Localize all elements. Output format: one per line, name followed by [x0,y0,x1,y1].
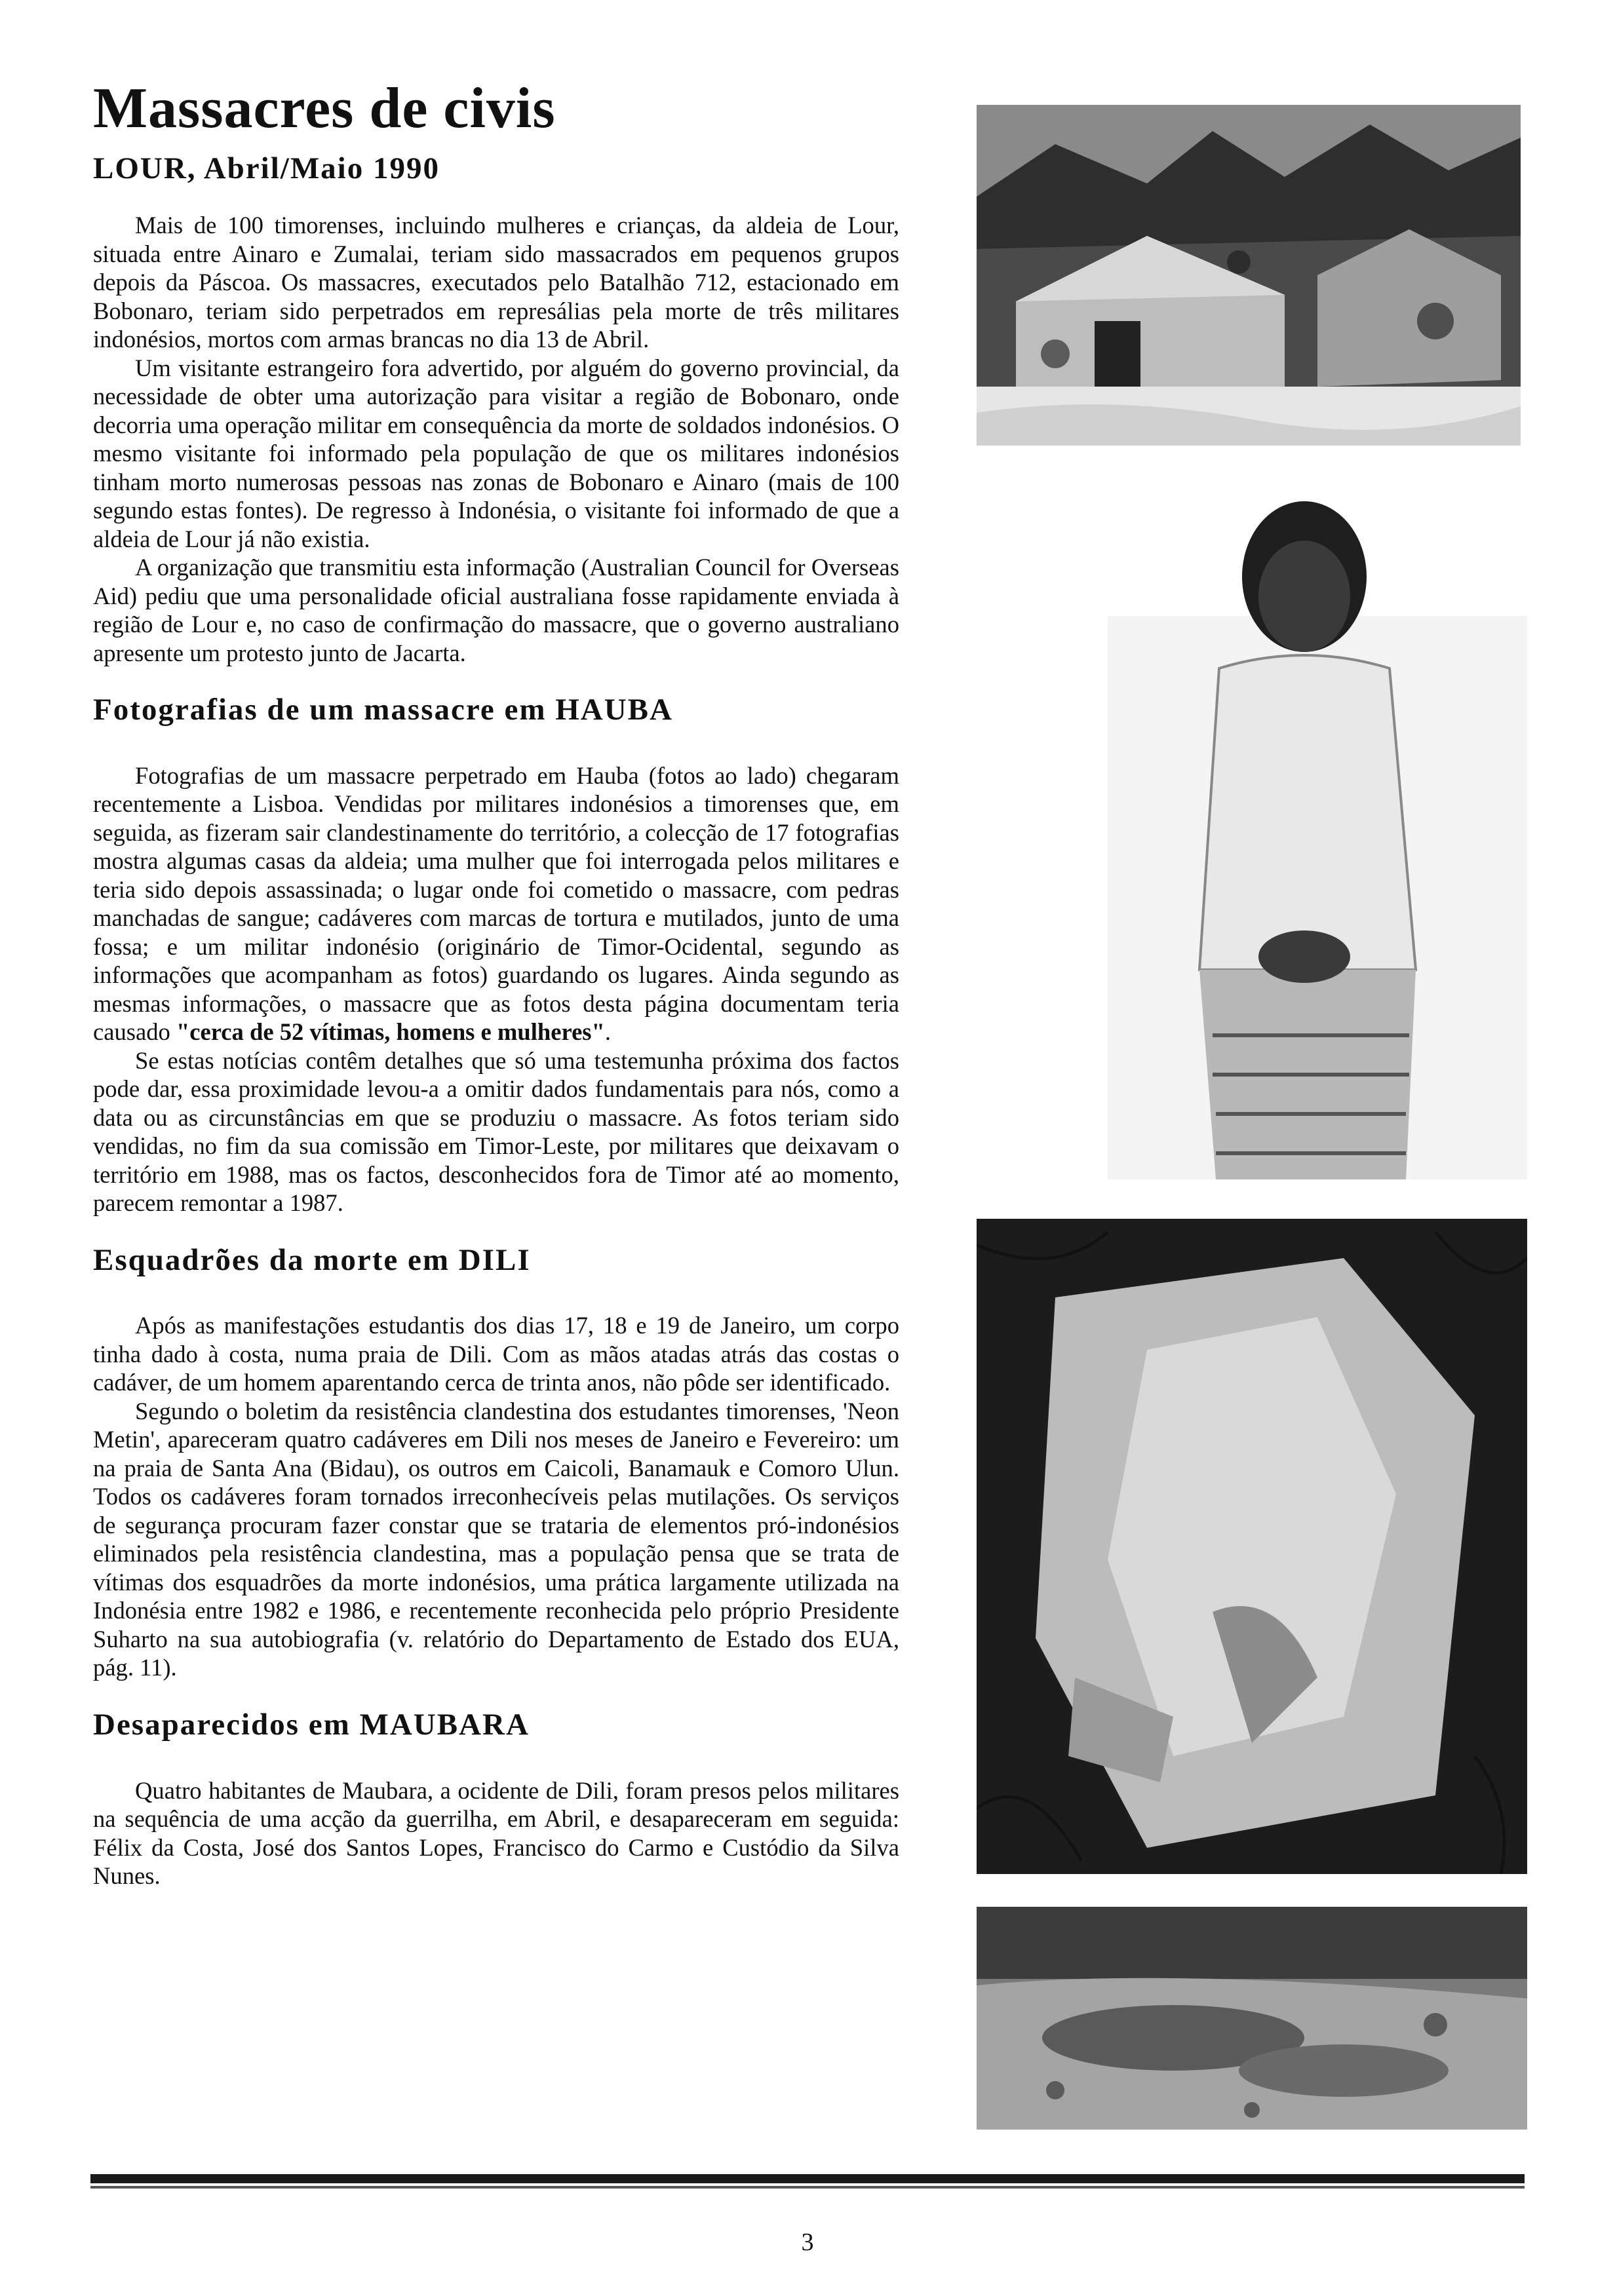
article-title: Massacres de civis [93,77,556,140]
section-hauba-paragraph: Se estas notícias contêm detalhes que só uma testemunha próxima dos factos pode dar, essa proximidade levou-a a omitir dados fundamentais para nós, como a data ou as circunstâncias em que se produziu o massacre. As fotos teriam sido vendidas, no fim da sua comissão em Timor-Leste, por militares que deixavam o território em 1988, mas os factos, desconhecidos fora de Timor até ao momento, parecem remontar a 1987. [93,1046,899,1217]
hauba-victims-quote: "cerca de 52 vítimas, homens e mulheres" [176,1018,605,1046]
footer-rule-thin [90,2186,1525,2189]
section-dili-paragraph: Após as manifestações estudantis dos dias 17, 18 e 19 de Janeiro, um corpo tinha dado à costa, numa praia de Dili. Com as mãos atadas atrás das costas o cadáver, de um homem aparentando cerca de trinta anos, não pôde ser identificado. [93,1312,899,1396]
section-maubara-paragraph: Quatro habitantes de Maubara, a ocidente de Dili, foram presos pelos militares na sequência de uma acção da guerrilha, em Abril, e desapareceram em seguida: Félix da Costa, José dos Santos Lopes, Francisco do Carmo e Custódio da Silva Nunes. [93,1776,899,1890]
village-houses-photo [977,105,1521,446]
section-dili-paragraph: Segundo o boletim da resistência clandestina dos estudantes timorenses, 'Neon Metin', apareceram quatro cadáveres em Dili nos meses de Janeiro e Fevereiro: um na praia de Santa Ana (Bidau), os outros em Caicoli, Banamauk e Comoro Ulun. Todos os cadáveres foram tornados irreconhecíveis pelas mutilações. Os serviços de segurança procuram fazer constar que se trataria de elementos pró-indonésios eliminados pela resistência clandestina, mas a população pensa que se trata de vítimas dos esquadrões da morte indonésios, uma prática largamente utilizada na Indonésia entre 1982 e 1986, e recentemente reconhecida pelo próprio Presidente Suharto na sua autobiografia (v. relatório do Departamento de Estado dos EUA, pág. 11). [93,1397,899,1681]
article-column [93,79,899,1890]
section-lour-paragraph: A organização que transmitiu esta informação (Australian Council for Overseas Aid) pediu que uma personalidade oficial australiana fosse rapidamente enviada à região de Lour e, no caso de confirmação do massacre, que o governo australiano apresente um protesto junto de Jacarta. [93,554,899,666]
section-dili-heading: Esquadrões da morte em DILI [93,1242,531,1277]
section-lour-paragraph: Mais de 100 timorenses, incluindo mulheres e crianças, da aldeia de Lour, situada entre Ainaro e Zumalai, teriam sido massacrados em pequenos grupos depois da Páscoa. Os massacres, executados pelo Batalhão 712, estacionado em Bobonaro, teriam sido perpetrados em represálias pela morte de três militares indonésios, mortos com armas brancas no dia 13 de Abril. [93,212,899,353]
section-hauba-paragraph [93,761,899,1046]
section-hauba-heading: Fotografias de um massacre em HAUBA [93,693,673,727]
hauba-text-end: . [604,1018,611,1046]
section-lour-heading: LOUR, Abril/Maio 1990 [93,151,440,186]
hauba-text: Fotografias de um massacre perpetrado em Hauba (fotos ao lado) chegaram recentemente a Lisboa. Vendidas por militares indonésios a timorenses que, em seguida, as fizeram sair clandestinamente do território, a colecção de 17 fotografias mostra algumas casas da aldeia; uma mulher que foi interrogada pelos militares e teria sido depois assassinada; o lugar onde foi cometido o massacre, com pedras manchadas de sangue; cadáveres com marcas de tortura e mutilados, junto de uma fossa; e um militar indonésio (originário de Timor-Ocidental, segundo as informações que acompanham as fotos) guardando os lugares. Ainda segundo as mesmas informações, o massacre que as fotos desta página documentam teria causado [93,761,899,1046]
page-number: 3 [801,2229,814,2256]
footer-rule-thick [90,2174,1525,2183]
ground-bodies-photo [977,1907,1527,2130]
section-lour-paragraph: Um visitante estrangeiro fora advertido, por alguém do governo provincial, da necessidade de obter uma autorização para visitar a região de Bobonaro, onde decorria uma operação militar em consequência da morte de soldados indonésios. O mesmo visitante foi informado pela população de que os militares indonésios tinham morto numerosas pessoas nas zonas de Bobonaro e Ainaro (mais de 100 segundo estas fontes). De regresso à Indonésia, o visitante foi informado de que a aldeia de Lour já não existia. [93,354,899,552]
woman-portrait-photo [1108,498,1527,1179]
victim-body-photo [977,1219,1527,1874]
section-maubara-heading: Desaparecidos em MAUBARA [93,1707,530,1742]
